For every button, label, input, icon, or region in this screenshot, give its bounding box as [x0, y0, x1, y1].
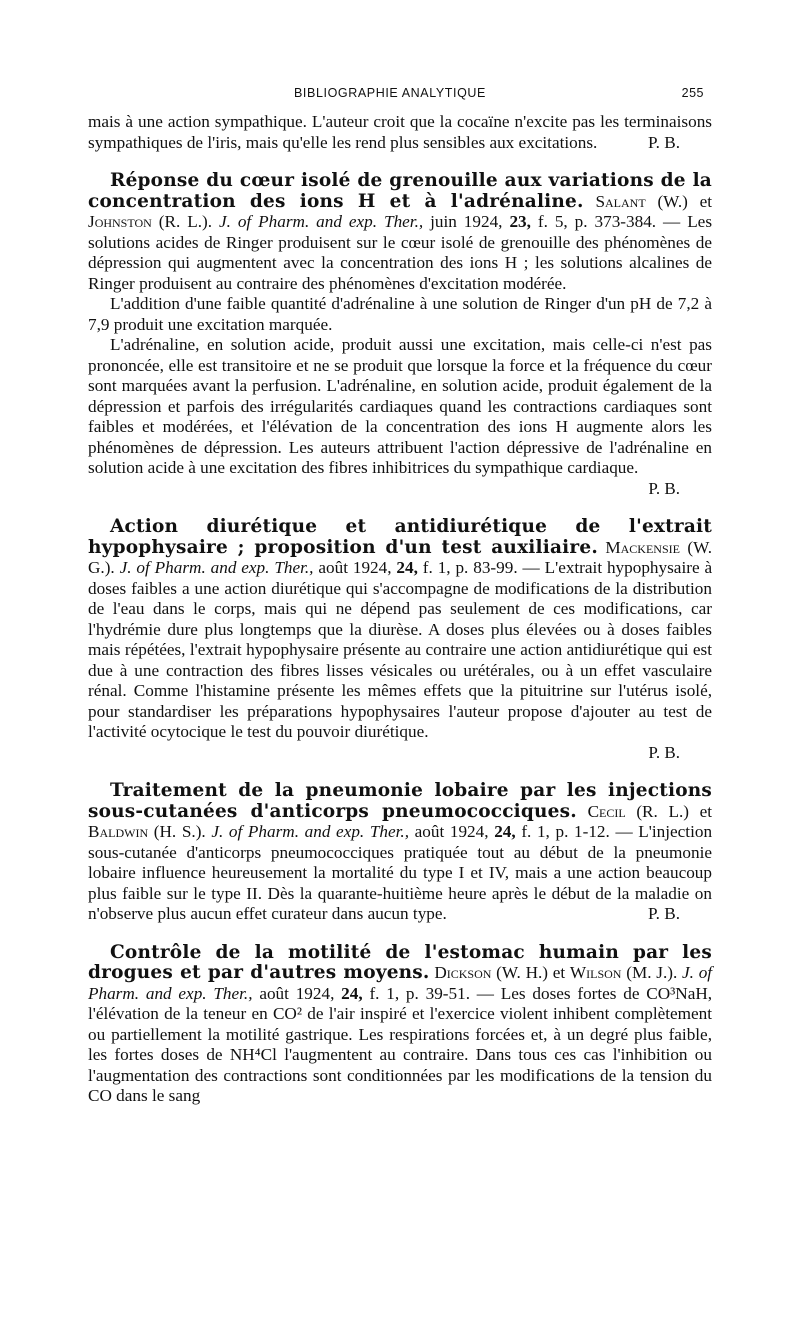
section-4-journal: J. of Pharm. and exp. Ther.,: [88, 963, 713, 1003]
section-1-journal: J. of Pharm. and exp. Ther.,: [218, 212, 424, 231]
section-1-author-2-initials: (R. L.).: [158, 212, 213, 231]
section-3-body: L'injection sous-cutanée d'anticorps pneumococciques pratiquée tout au début de la pneumonie lobaire influence heureusement la mortalité du type I et IV, mais a une action beaucoup plus faible sur le type II. Dès la quarante-huitième heure après le début de la maladie on n'observe plus aucun effet curateur dans aucun type.: [88, 822, 713, 923]
section-4-pages: f. 1, p. 39-51. —: [369, 983, 494, 1003]
abstract-section-2: [88, 517, 712, 763]
section-4-date: août 1924,: [259, 983, 335, 1003]
section-3-author-1-initials: (R. L.) et: [636, 801, 713, 821]
section-1-paragraph-1: Les solutions acides de Ringer produisent sur le cœur isolé de grenouille des phénomènes de dépression qui augmentent avec la concentration des ions H ; les solutions alcalines de Ringer produisent au contraire des phénomènes d'excitation modérée.: [88, 212, 713, 293]
section-1-author-1-initials: (W.) et: [657, 191, 713, 211]
intro-signature: P. B.: [647, 132, 680, 152]
section-2-signature: P. B.: [648, 742, 680, 762]
section-3-date: août 1924,: [414, 822, 489, 841]
section-2-date: août 1924,: [318, 558, 392, 577]
section-3-author-2-initials: (H. S.).: [153, 822, 206, 841]
section-1-volume: 23,: [509, 212, 531, 231]
running-head-title: BIBLIOGRAPHIE ANALYTIQUE: [294, 86, 486, 100]
section-1-paragraph-2: L'addition d'une faible quantité d'adrénaline à une solution de Ringer d'un pH de 7,2 à 7,9 produit une excitation marquée.: [88, 294, 712, 334]
section-1-author-2: Johnston: [88, 212, 152, 231]
section-1-paragraph-3: L'adrénaline, en solution acide, produit aussi une excitation, mais celle-ci n'est pas prononcée, elle est transitoire et ne se produit que lorsque la force et la fréquence du cœur sont marquées avant la perfusion. L'adrénaline, en solution acide, produit également de la dépression et parfois des irrégularités cardiaques quand les contractions cardiaques sont faibles et modérées, et l'élévation de la concentration des ions H augmente alors les phénomènes de dépression. Les auteurs attribuent l'action dépressive de l'adrénaline en solution acide à une excitation des fibres inhibitrices du sympathique cardiaque.: [88, 335, 712, 477]
section-1-date: juin 1924,: [430, 212, 503, 231]
abstract-section-1: [88, 171, 712, 499]
section-2-author-1: Mackensie: [605, 537, 680, 557]
section-2-volume: 24,: [396, 558, 418, 577]
section-4-volume: 24,: [341, 983, 363, 1003]
section-4-author-2-initials: (M. J.).: [626, 963, 678, 982]
section-2-body: L'extrait hypophysaire à doses faibles a une action diurétique qui s'accompagne de modifications de la distribution de l'eau dans le corps, mais qui ne dépend pas seulement de ces modifications, car l'hydrémie dure plus longtemps que la diurèse. A doses plus élevées ou à doses faibles mais répétées, l'extrait hypophysaire présente au contraire une action antidiurétique qui est due à une contraction des fibres lisses vésicales ou urétérales, ou à un effet vasculaire rénal. Comme l'histamine présente les mêmes effets que la pituitrine sur l'utérus isolé, pour standardiser les préparations hypophysaires l'auteur propose d'ajouter au test de l'activité ocytocique le test du pouvoir diurétique.: [88, 558, 713, 741]
running-head: [88, 86, 712, 112]
section-4-body: Les doses fortes de CO³NaH, l'élévation de la teneur en CO² de l'air inspiré et l'exercice violent inhibent complètement ou partiellement la motilité gastrique. Les respirations forcées et, à un degré plus faible, les fortes doses de NH⁴Cl l'augmentent au contraire. Dans tous ces cas l'inhibition ou l'augmentation des contractions sont conditionnées par les modifications de la tension du CO dans le sang: [88, 983, 713, 1105]
section-3-author-1: Cecil: [587, 801, 626, 821]
intro-paragraph: [88, 112, 712, 153]
abstract-section-3: [88, 781, 712, 925]
section-4-author-2: Wilson: [569, 963, 622, 982]
section-3-author-2: Baldwin: [88, 822, 149, 841]
intro-text: mais à une action sympathique. L'auteur croit que la cocaïne n'excite pas les terminaisons sympathiques de l'iris, mais qu'elle les rend plus sensibles aux excitations.: [88, 112, 712, 152]
section-3-title: Traitement de la pneumonie lobaire par les injections sous-cutanées d'anticorps pneumococciques.: [88, 780, 712, 822]
section-2-journal: J. of Pharm. and exp. Ther.,: [119, 558, 314, 577]
section-3-journal: J. of Pharm. and exp. Ther.,: [211, 822, 409, 841]
section-3-pages: f. 1, p. 1-12. —: [521, 822, 633, 841]
section-1-title: Réponse du cœur isolé de grenouille aux variations de la concentration des ions H et à l'adrénaline.: [88, 170, 712, 212]
section-4-author-1-initials: (W. H.) et: [496, 963, 566, 982]
page-number: 255: [681, 86, 704, 100]
section-1-pages: f. 5, p. 373-384. —: [537, 212, 681, 231]
section-3-volume: 24,: [494, 822, 516, 841]
section-2-author-1-initials: (W. G.).: [88, 537, 713, 577]
section-1-author-1: Salant: [595, 191, 646, 211]
page: [88, 86, 712, 1107]
section-1-signature: P. B.: [648, 478, 680, 498]
section-2-pages: f. 1, p. 83-99. —: [422, 558, 540, 577]
section-2-title: Action diurétique et antidiurétique de l'extrait hypophysaire ; proposition d'un test auxiliaire.: [88, 516, 712, 558]
abstract-section-4: [88, 943, 712, 1107]
section-4-author-1: Dickson: [434, 963, 492, 982]
section-4-title: Contrôle de la motilité de l'estomac humain par les drogues et par d'autres moyens.: [88, 941, 712, 983]
section-3-signature: P. B.: [647, 904, 680, 923]
